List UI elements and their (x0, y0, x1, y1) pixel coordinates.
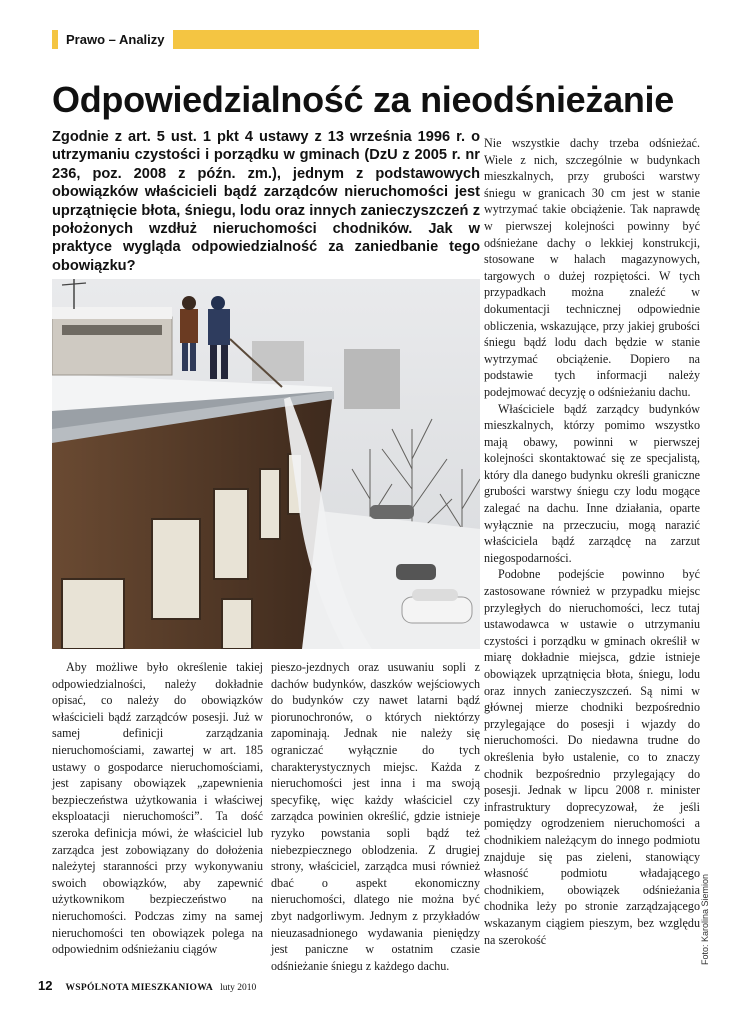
article-photo (52, 279, 480, 649)
article-title: Odpowiedzialność za nieodśnieżanie (52, 79, 674, 120)
paragraph: Aby możliwe było określenie takiej odpowiedzialności, należy dokładnie opisać, co należy do obowiązków właścicieli bądź zarządców posesji. Już w samej definicji zarządzania nieruchomościami, zawartej w art. 185 ustawy o gospodarce nieruchomościami, jest zapisany obowiązek „zapewnienia bezpieczeństwa użytkowania i właściwej eksploatacji nieruchomości”. Ta dość szeroka definicja mówi, że właściciel lub zarządca jest zobowiązany do dołożenia należytej staranności przy wykonywaniu swoich obowiązków, aby zapewnić użytkownikom bezpieczeństwo na nieruchomości. Podczas zimy na samej nieruchomości ten obowiązek polega na odpowiednim odśnieżaniu ciągów (52, 660, 263, 957)
issue-date: luty 2010 (220, 983, 257, 993)
section-label: Prawo – Analizy (52, 30, 173, 49)
magazine-name: WSPÓLNOTA MIESZKANIOWA (65, 983, 214, 993)
paragraph: Nie wszystkie dachy trzeba odśnieżać. Wiele z nich, szczególnie w budynkach mieszkalnych, przy grubości warstwy śniegu w granicach 30 cm jest w stanie wytrzymać takie obciążenie. Tak naprawdę w pierwszej kolejności powinny być odśnieżane dachy o lekkiej konstrukcji, stosowane w halach magazynowych, targowych o dużej rozpiętości. W tych przypadkach można znaleźć w dokumentacji technicznej odpowiednie obliczenia, wskazujące, przy jakiej grubości śniegu bądź lodu dach będzie w stanie wytrzymać obciążenie. Dopiero na podstawie tych informacji należy podejmować decyzję o odśnieżaniu dachu. (484, 136, 700, 399)
photo-credit-text: Foto: Karolina Siemion (700, 873, 710, 965)
text-column-2 (271, 659, 480, 974)
text-column-1 (52, 659, 263, 958)
paragraph: Podobne podejście powinno być zastosowane również w przypadku miejsc przyległych do nieruchomości, lecz tutaj ustawodawca w ustawie o utrzymaniu czystości i porządku w gminach określił w miarę dokładnie miejsca, gdzie istnieje obowiązek uprzątnięcia błota, śniegu, lodu oraz innych zanieczyszczeń. Są nimi w głównej mierze chodniki bezpośrednio przylegające do posesji i wjazdy do nieruchomości. Do niedawna trudne do określenia było ustalenie, co to znaczy chodnik bezpośrednio przylegający do posesji. Jednak w lipcu 2008 r. minister infrastruktury doprecyzował, że jeśli pomiędzy ogrodzeniem nieruchomości a chodnikiem należącym do innego podmiotu znajduje się pas zieleni, stanowiący własność podmiotu władającego chodnikiem, obowiązek odśnieżania chodnika leży po stronie zarządzającego wskazanym ciągiem pieszym, bez względu na szerokość (484, 567, 700, 947)
snow-roof-photo (52, 279, 480, 649)
article-lead: Zgodnie z art. 5 ust. 1 pkt 4 ustawy z 13 września 1996 r. o utrzymaniu czystości i porządku w gminach (DzU z 2005 r. nr 236, poz. 2008 z późn. zm.), jednym z podstawowych obowiązków właścicieli bądź zarządców nieruchomości jest uprzątnięcie błota, śniegu, lodu oraz innych zanieczyszczeń z położonych wzdłuż nieruchomości chodników. Jak w praktyce wygląda odpowiedzialność za zaniedbanie tego obowiązku? (52, 129, 480, 274)
page-footer (38, 978, 256, 994)
paragraph: pieszo-jezdnych oraz usuwaniu sopli z dachów budynków, daszków wejściowych do budynków czy nawet latarni bądź piorunochronów, o których niektórzy zapominają. Jednak nie należy się ograniczać wyłącznie do tych charakterystycznych miejsc. Każda z nieruchomości jest inna i ma swoją specyfikę, więc każdy właściciel czy zarządca powinien określić, gdzie istnieje ryzyko powstania sopli bądź też niebezpiecznego oblodzenia. Z drugiej strony, właściciel, zarządca musi również dbać o aspekt ekonomiczny nieruchomości, dlatego nie można być zbyt nadgorliwym. Jednym z przykładów nieuzasadnionego wydawania pieniędzy jest paniczne w ostatnim czasie odśnieżanie śniegu z każdego dachu. (271, 660, 480, 973)
page-number: 12 (38, 978, 53, 993)
text-column-3 (484, 135, 700, 948)
photo-credit (700, 873, 753, 965)
section-tag-bar (52, 30, 479, 49)
paragraph: Właściciele bądź zarządcy budynków mieszkalnych, którzy pomimo wszystko mają obawy, powinni w pierwszej kolejności skontaktować się ze specjalistą, który dla danego budynku określi graniczne grubości warstwy śniegu czy lodu mogące zalegać na dachu. Inne działania, oparte wyłącznie na przeczuciu, mogą narazić właściciela bądź zarządcę na zarzut niegospodarności. (484, 401, 700, 565)
